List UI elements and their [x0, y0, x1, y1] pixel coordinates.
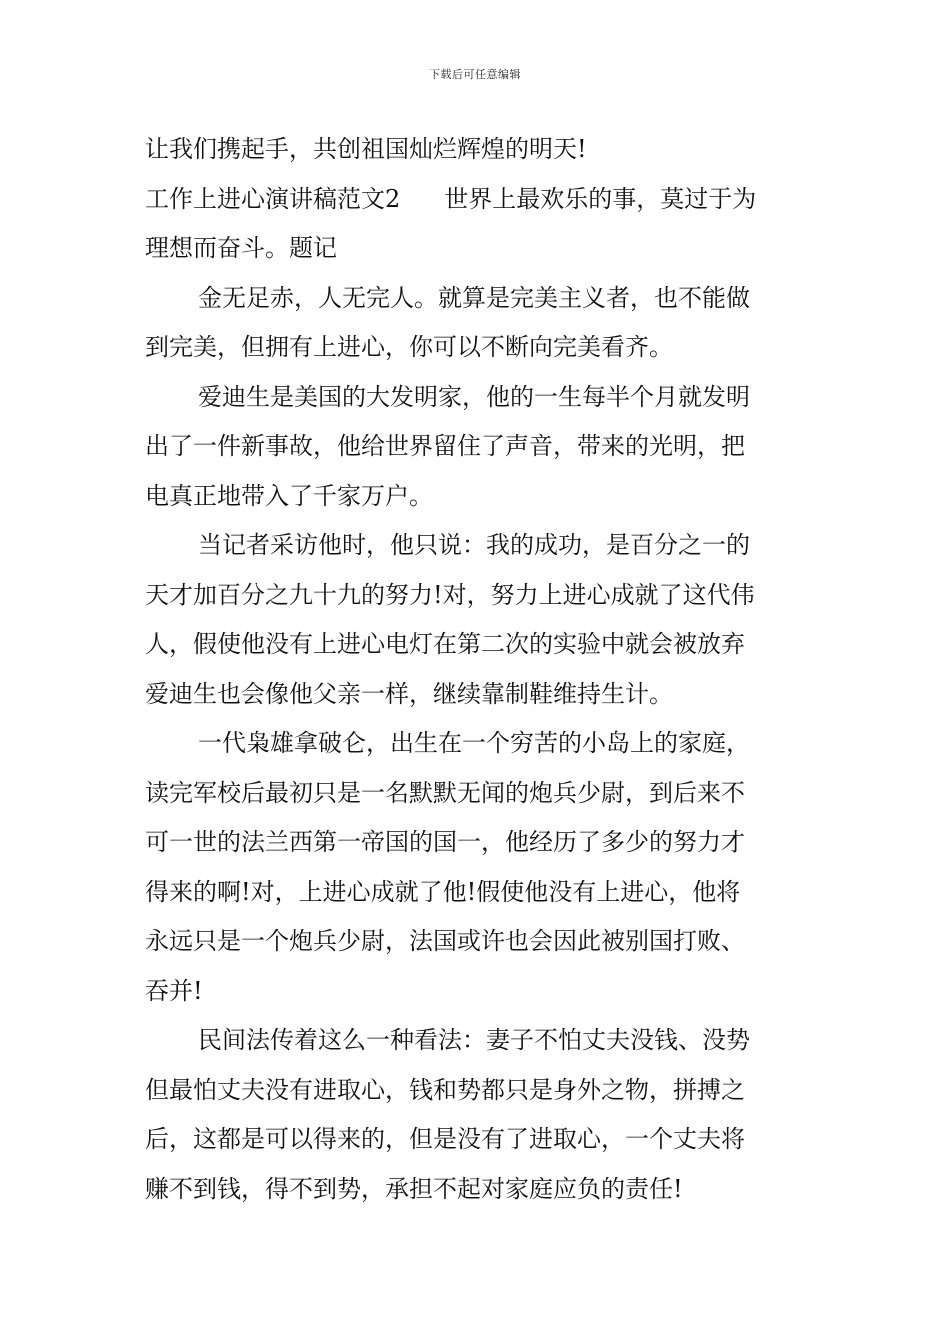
text-line: 人，假使他没有上进心电灯在第二次的实验中就会被放弃 — [145, 630, 745, 658]
paragraph-start: 金无足赤，人无完人。就算是完美主义者，也不能做 — [198, 283, 750, 312]
paragraph-start: 爱迪生是美国的大发明家，他的一生每半个月就发明 — [198, 382, 750, 411]
text-line: 可一世的法兰西第一帝国的国一，他经历了多少的努力才 — [145, 828, 745, 856]
text-line: 爱迪生也会像他父亲一样，继续靠制鞋维持生计。 — [145, 679, 673, 708]
text-line: 到完美，但拥有上进心，你可以不断向完美看齐。 — [145, 333, 673, 361]
text-line: 让我们携起手，共创祖国灿烂辉煌的明天! — [145, 135, 587, 163]
paragraph-start: 当记者采访他时，他只说：我的成功，是百分之一的 — [198, 531, 750, 559]
title-line — [145, 175, 810, 225]
text-line: 出了一件新事故，他给世界留住了声音，带来的光明，把 — [145, 432, 745, 460]
text-line: 后，这都是可以得来的，但是没有了进取心，一个丈夫将 — [145, 1125, 745, 1153]
text-line: 得来的啊!对，上进心成就了他!假使他没有上进心，他将 — [145, 877, 741, 906]
text-line: 赚不到钱，得不到势，承担不起对家庭应负的责任! — [145, 1174, 683, 1203]
text-line: 天才加百分之九十九的努力!对，努力上进心成就了这代伟 — [145, 580, 755, 609]
text-line: 但最怕丈夫没有进取心，钱和势都只是身外之物，拼搏之 — [145, 1075, 745, 1104]
text-line: 吞并! — [145, 976, 203, 1005]
paragraph-start: 一代枭雄拿破仑，出生在一个穷苦的小岛上的家庭， — [198, 729, 750, 757]
paragraph-start: 民间法传着这么一种看法：妻子不怕丈夫没钱、没势 — [198, 1026, 750, 1054]
text-line: 读完军校后最初只是一名默默无闻的炮兵少尉，到后来不 — [145, 778, 745, 807]
page-header: 下载后可任意编辑 — [429, 68, 521, 81]
text-line: 电真正地带入了千家万户。 — [145, 481, 433, 510]
section-title: 工作上进心演讲稿范文2 — [145, 184, 401, 213]
text-line: 世界上最欢乐的事，莫过于为 — [444, 184, 757, 213]
text-line: 理想而奋斗。题记 — [145, 234, 337, 262]
document-body — [145, 125, 810, 1214]
text-line: 永远只是一个炮兵少尉，法国或许也会因此被别国打败、 — [145, 927, 745, 955]
